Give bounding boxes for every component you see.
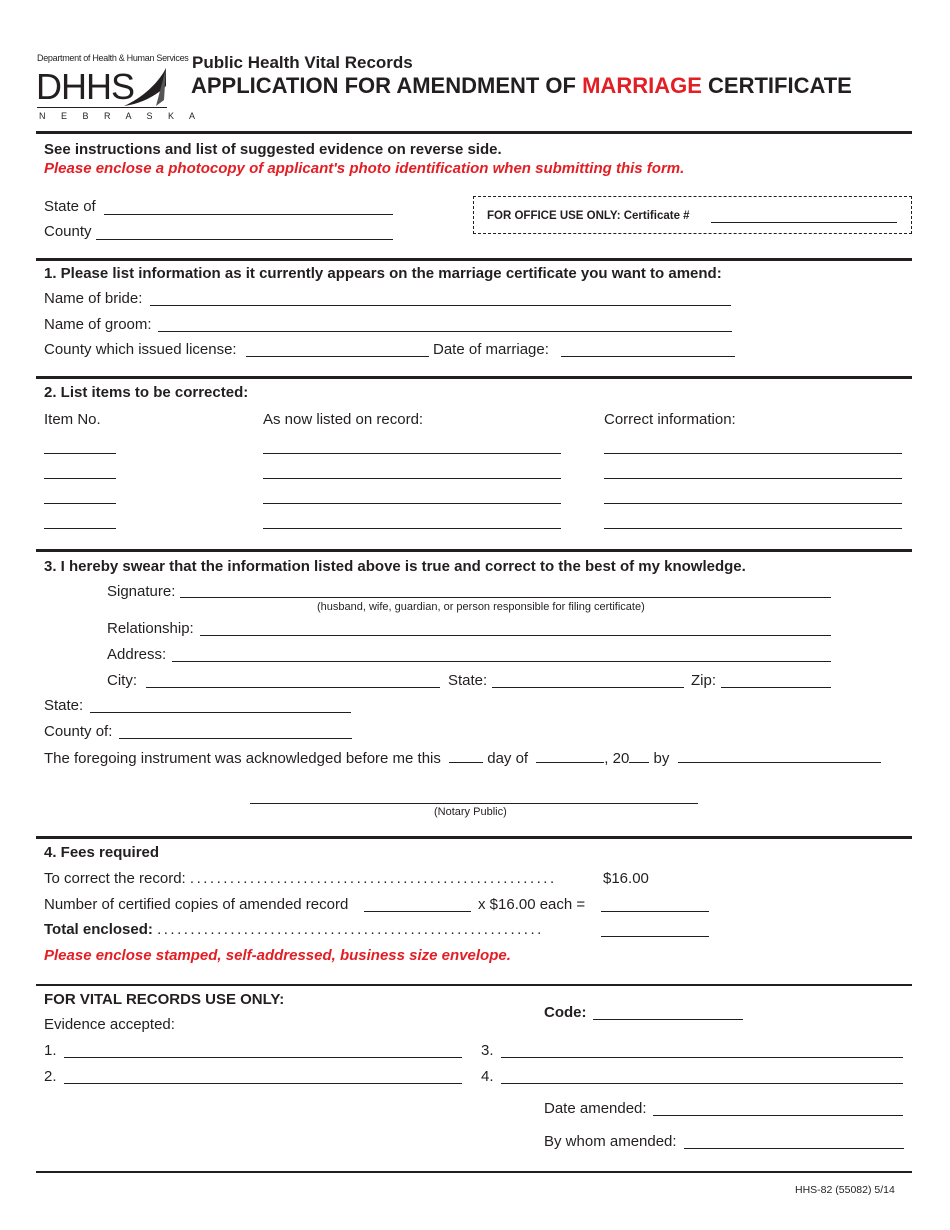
correct-record-fee: $16.00 xyxy=(603,870,649,887)
relationship-field[interactable] xyxy=(200,635,831,636)
ack-by-field[interactable] xyxy=(678,748,881,763)
ack-day-field[interactable] xyxy=(449,748,483,763)
city-field[interactable] xyxy=(146,687,440,688)
signature-field[interactable] xyxy=(180,597,831,598)
title-highlight: MARRIAGE xyxy=(582,73,702,98)
city-label: City: xyxy=(107,672,137,689)
groom-field[interactable] xyxy=(158,331,732,332)
notary-county-field[interactable] xyxy=(119,738,352,739)
copies-amount-field[interactable] xyxy=(601,911,709,912)
copies-label: Number of certified copies of amended record xyxy=(44,896,349,913)
evidence-number: 4. xyxy=(481,1068,494,1085)
now-listed-field[interactable] xyxy=(263,453,561,454)
logo-state: N E B R A S K A xyxy=(39,111,202,121)
envelope-note: Please enclose stamped, self-addressed, business size envelope. xyxy=(44,947,511,964)
evidence-4-field[interactable] xyxy=(501,1083,903,1084)
evidence-number: 2. xyxy=(44,1068,57,1085)
now-listed-field[interactable] xyxy=(263,528,561,529)
code-field[interactable] xyxy=(593,1019,743,1020)
item-no-field[interactable] xyxy=(44,503,116,504)
form-id: HHS-82 (55082) 5/14 xyxy=(795,1184,895,1196)
section-divider xyxy=(36,258,912,261)
item-no-field[interactable] xyxy=(44,478,116,479)
county-issued-field[interactable] xyxy=(246,356,429,357)
now-listed-field[interactable] xyxy=(263,503,561,504)
leader-dots: .......................................................... xyxy=(157,921,544,938)
section-divider xyxy=(36,1171,912,1173)
notary-signature-field[interactable] xyxy=(250,803,698,804)
address-state-label: State: xyxy=(448,672,488,689)
signature-label: Signature: xyxy=(107,583,176,600)
correct-info-header: Correct information: xyxy=(604,411,736,428)
ack-text-3: , 20 xyxy=(604,750,630,767)
office-certificate-label: FOR OFFICE USE ONLY: Certificate # xyxy=(487,210,690,222)
total-amount-field[interactable] xyxy=(601,936,709,937)
logo-dept-text: Department of Health & Human Services xyxy=(37,53,189,63)
correct-info-field[interactable] xyxy=(604,528,902,529)
logo-divider xyxy=(37,107,167,108)
correct-record-label: To correct the record: xyxy=(44,870,186,887)
zip-label: Zip: xyxy=(691,672,717,689)
bride-label: Name of bride: xyxy=(44,290,143,307)
relationship-label: Relationship: xyxy=(107,620,194,637)
copies-rate: x $16.00 each = xyxy=(478,896,586,913)
correct-info-field[interactable] xyxy=(604,453,902,454)
ack-text-4: by xyxy=(653,750,670,767)
intro-instructions: See instructions and list of suggested evidence on reverse side. xyxy=(44,141,502,158)
title-suffix: CERTIFICATE xyxy=(708,73,852,98)
date-amended-field[interactable] xyxy=(653,1115,903,1116)
office-certificate-field[interactable] xyxy=(711,222,897,223)
ack-text-2: day of xyxy=(487,750,529,767)
marriage-date-label: Date of marriage: xyxy=(433,341,549,358)
address-label: Address: xyxy=(107,646,167,663)
correct-info-field[interactable] xyxy=(604,503,902,504)
copies-count-field[interactable] xyxy=(364,911,471,912)
acknowledgement-line xyxy=(44,748,881,767)
section-divider xyxy=(36,131,912,134)
by-whom-label: By whom amended: xyxy=(544,1133,677,1150)
by-whom-field[interactable] xyxy=(684,1148,904,1149)
notary-state-field[interactable] xyxy=(90,712,351,713)
form-title xyxy=(191,73,852,99)
evidence-2-field[interactable] xyxy=(64,1083,462,1084)
evidence-1-field[interactable] xyxy=(64,1057,462,1058)
section-divider xyxy=(36,549,912,552)
notary-state-label: State: xyxy=(44,697,84,714)
marriage-date-field[interactable] xyxy=(561,356,735,357)
now-listed-field[interactable] xyxy=(263,478,561,479)
item-no-header: Item No. xyxy=(44,411,101,428)
section4-heading: 4. Fees required xyxy=(44,844,160,861)
section3-heading: 3. I hereby swear that the information listed above is true and correct to the best of my knowledge. xyxy=(44,558,746,575)
correct-record-row xyxy=(44,870,557,887)
ack-month-field[interactable] xyxy=(536,748,604,763)
form-subtitle: Public Health Vital Records xyxy=(192,53,413,72)
notary-public-label: (Notary Public) xyxy=(434,806,507,818)
section-divider xyxy=(36,984,912,986)
county-issued-label: County which issued license: xyxy=(44,341,237,358)
section1-heading: 1. Please list information as it currently appears on the marriage certificate you want to amend: xyxy=(44,265,722,282)
title-prefix: APPLICATION FOR AMENDMENT OF xyxy=(191,73,576,98)
address-field[interactable] xyxy=(172,661,831,662)
section2-heading: 2. List items to be corrected: xyxy=(44,384,249,401)
county-field[interactable] xyxy=(96,239,393,240)
ack-text-1: The foregoing instrument was acknowledged before me this xyxy=(44,750,441,767)
section-divider xyxy=(36,376,912,379)
groom-label: Name of groom: xyxy=(44,316,152,333)
item-no-field[interactable] xyxy=(44,453,116,454)
bride-field[interactable] xyxy=(150,305,731,306)
vital-records-heading: FOR VITAL RECORDS USE ONLY: xyxy=(44,991,285,1008)
code-label: Code: xyxy=(544,1004,587,1021)
logo-mark: DHHS xyxy=(36,66,135,107)
total-label: Total enclosed: xyxy=(44,921,153,938)
now-listed-header: As now listed on record: xyxy=(263,411,424,428)
correct-info-field[interactable] xyxy=(604,478,902,479)
section-divider xyxy=(36,836,912,839)
notary-county-label: County of: xyxy=(44,723,113,740)
address-state-field[interactable] xyxy=(492,687,684,688)
county-label: County xyxy=(44,223,92,240)
signature-note: (husband, wife, guardian, or person responsible for filing certificate) xyxy=(317,601,645,613)
item-no-field[interactable] xyxy=(44,528,116,529)
state-of-label: State of xyxy=(44,198,96,215)
total-row xyxy=(44,921,544,938)
evidence-number: 1. xyxy=(44,1042,57,1059)
logo-swoosh-icon xyxy=(120,66,168,108)
intro-photo-id-note: Please enclose a photocopy of applicant's photo identification when submitting this form. xyxy=(44,160,685,177)
date-amended-label: Date amended: xyxy=(544,1100,647,1117)
evidence-label: Evidence accepted: xyxy=(44,1016,175,1033)
ack-year-field[interactable] xyxy=(629,748,649,763)
state-of-field[interactable] xyxy=(104,214,393,215)
leader-dots: ....................................................... xyxy=(189,870,557,887)
evidence-3-field[interactable] xyxy=(501,1057,903,1058)
zip-field[interactable] xyxy=(721,687,831,688)
evidence-number: 3. xyxy=(481,1042,494,1059)
